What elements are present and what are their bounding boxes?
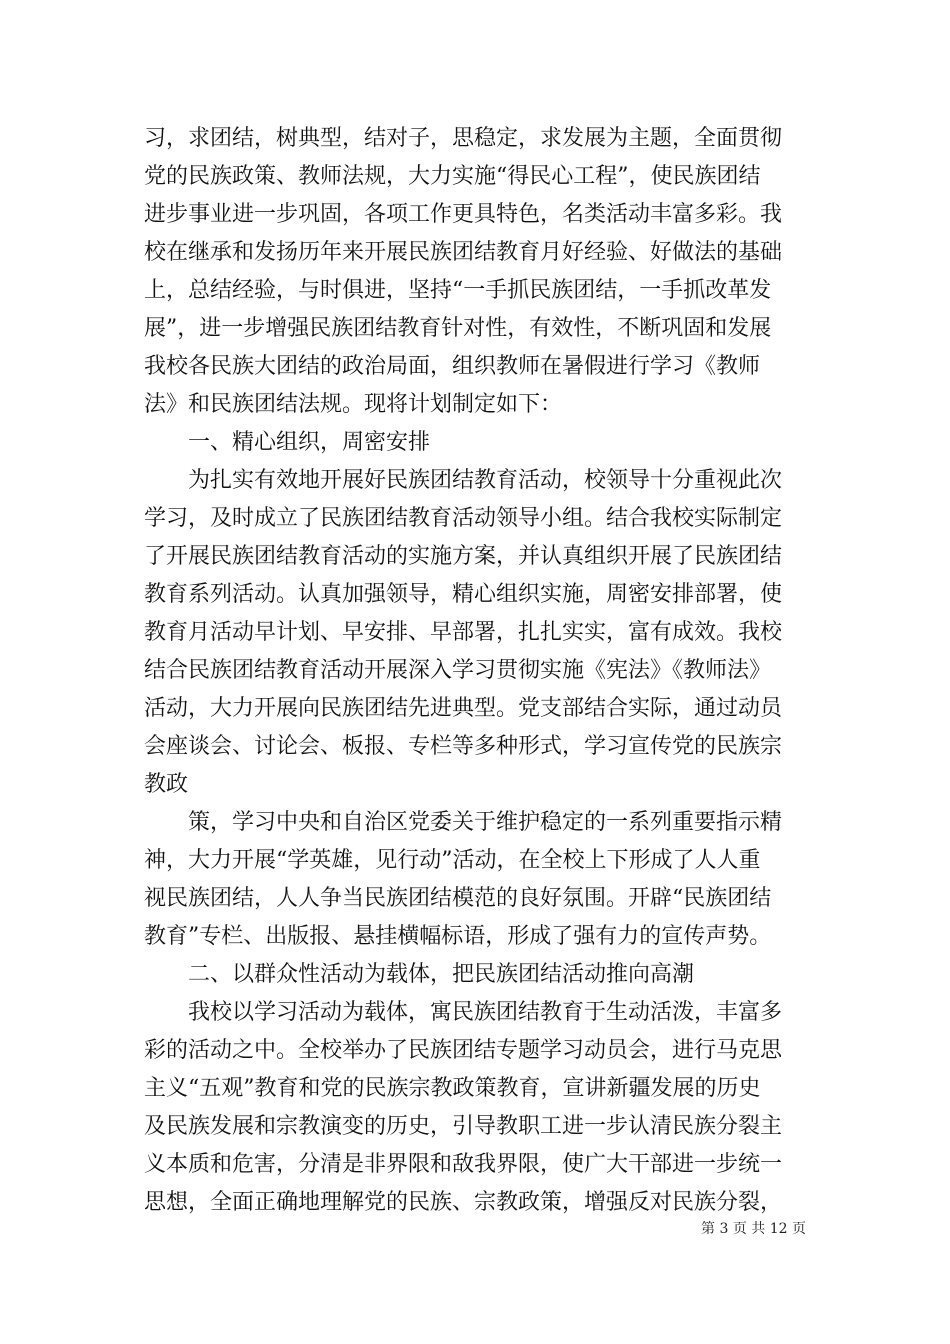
text-line: 习，求团结，树典型，结对子，思稳定，求发展为主题，全面贯彻 xyxy=(144,126,783,151)
text-line: 我校各民族大团结的政治局面，组织教师在暑假进行学习《教师 xyxy=(144,354,761,379)
document-body xyxy=(144,120,814,1222)
text-line: 教育系列活动。认真加强领导，精心组织实施，周密安排部署，使 xyxy=(144,582,783,607)
text-line: 了开展民族团结教育活动的实施方案，并认真组织开展了民族团结 xyxy=(144,544,783,569)
text-line: 主义“五观”教育和党的民族宗教政策教育，宣讲新疆发展的历史 xyxy=(144,1076,761,1101)
paragraph-start: 我校以学习活动为载体，寓民族团结教育于生动活泼，丰富多 xyxy=(188,1000,783,1025)
text-line: 会座谈会、讨论会、板报、专栏等多种形式，学习宣传党的民族宗 xyxy=(144,734,783,759)
text-line: 教育月活动早计划、早安排、早部署，扎扎实实，富有成效。我校 xyxy=(144,620,783,645)
text-line: 展”，进一步增强民族团结教育针对性，有效性，不断巩固和发展 xyxy=(144,316,772,341)
text-line: 结合民族团结教育活动开展深入学习贯彻实施《宪法》《教师法》 xyxy=(144,658,772,683)
section-heading-2: 二、以群众性活动为载体，把民族团结活动推向高潮 xyxy=(188,962,695,987)
text-line: 教育”专栏、出版报、悬挂横幅标语，形成了强有力的宣传声势。 xyxy=(144,924,772,949)
text-line: 神，大力开展“学英雄，见行动”活动，在全校上下形成了人人重 xyxy=(144,848,761,873)
text-line: 活动，大力开展向民族团结先进典型。党支部结合实际，通过动员 xyxy=(144,696,783,721)
paragraph-start: 为扎实有效地开展好民族团结教育活动，校领导十分重视此次 xyxy=(188,468,783,493)
text-line: 法》和民族团结法规。现将计划制定如下： xyxy=(144,392,563,417)
text-line: 视民族团结，人人争当民族团结模范的良好氛围。开辟“民族团结 xyxy=(144,886,772,911)
text-line: 上，总结经验，与时俱进，坚持“一手抓民族团结，一手抓改革发 xyxy=(144,278,772,303)
text-line: 学习，及时成立了民族团结教育活动领导小组。结合我校实际制定 xyxy=(144,506,783,531)
paragraph-start: 策，学习中央和自治区党委关于维护稳定的一系列重要指示精 xyxy=(188,810,783,835)
text-line: 及民族发展和宗教演变的历史，引导教职工进一步认清民族分裂主 xyxy=(144,1114,783,1139)
text-line: 义本质和危害，分清是非界限和敌我界限，使广大干部进一步统一 xyxy=(144,1152,783,1177)
section-heading-1: 一、精心组织，周密安排 xyxy=(188,430,431,455)
text-line: 党的民族政策、教师法规，大力实施“得民心工程”，使民族团结 xyxy=(144,164,761,189)
text-line: 思想，全面正确地理解党的民族、宗教政策，增强反对民族分裂， xyxy=(144,1190,783,1215)
text-line: 彩的活动之中。全校举办了民族团结专题学习动员会，进行马克思 xyxy=(144,1038,783,1063)
text-line: 校在继承和发扬历年来开展民族团结教育月好经验、好做法的基础 xyxy=(144,240,783,265)
text-line: 教政 xyxy=(144,772,189,797)
page-number: 第 3 页 共 12 页 xyxy=(701,1221,806,1237)
text-line: 进步事业进一步巩固，各项工作更具特色，名类活动丰富多彩。我 xyxy=(144,202,783,227)
